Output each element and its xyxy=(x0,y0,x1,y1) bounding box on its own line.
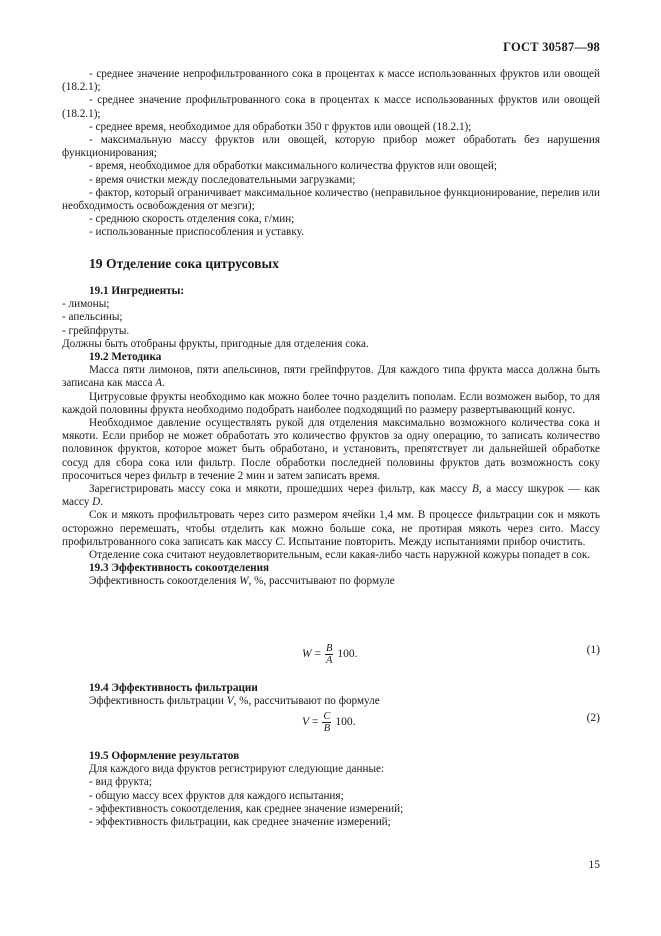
list-item: - эффективность фильтрации, как среднее значение измерений; xyxy=(89,816,391,829)
method-paragraph-1: Масса пяти лимонов, пяти апельсинов, пяти грейпфрутов. Для каждого типа фрукта масса должна быть записана как масса A. xyxy=(62,364,600,390)
filtration-efficiency-intro: Эффективность фильтрации V, %, рассчитывают по формуле xyxy=(89,695,380,708)
section-19-5 xyxy=(62,750,600,829)
list-item: - среднее значение профильтрованного сока в процентах к массе использованных фруктов или овощей (18.2.1); xyxy=(62,94,600,120)
fraction: $\frac{C}{B}$ xyxy=(323,710,331,734)
ingredients-note: Должны быть отобраны фрукты, пригодные для отделения сока. xyxy=(62,337,369,350)
list-item: - максимальную массу фруктов или овощей, которую прибор может обработать без нарушения функционирования; xyxy=(62,134,600,160)
section-19-1 xyxy=(62,285,600,589)
method-paragraph-5: Сок и мякоть профильтровать через сито размером ячейки 1,4 мм. В процессе фильтрации сок и мякоть осторожно перемешать, чтобы отделить как можно больше сока, не протирая мякоть через сито. Массу профильтрованного сока записать как массу C. Испытание повторить. Между испытаниями прибор очистить. xyxy=(62,509,600,548)
subsection-19-1-title: 19.1 Ингредиенты: xyxy=(89,285,185,297)
subsection-19-5-title: 19.5 Оформление результатов xyxy=(89,750,240,762)
list-item: - фактор, который ограничивает максимальное количество (неправильное функционирование, перелив или необходимость освобождения от мезги); xyxy=(62,186,600,213)
list-item: - вид фрукта; xyxy=(89,776,152,789)
list-item: - время очистки между последовательными загрузками; xyxy=(89,173,356,186)
list-item: - общую массу всех фруктов для каждого испытания; xyxy=(89,789,344,802)
results-intro: Для каждого вида фруктов регистрируют следующие данные: xyxy=(89,763,385,776)
section-19-title: 19 Отделение сока цитрусовых xyxy=(89,256,279,271)
formula-lhs: V xyxy=(302,716,310,728)
subsection-19-4-title: 19.4 Эффективность фильтрации xyxy=(89,682,258,694)
formula-2: V = $\frac{C}{B}$ 100. (2) xyxy=(302,710,600,734)
formula-1: W = $\frac{B}{A}$ 100. (1) xyxy=(302,642,600,666)
method-paragraph-6: Отделение сока считают неудовлетворительным, если какая-либо часть наружной кожуры попадет в сок. xyxy=(89,549,591,562)
document-header: ГОСТ 30587—98 xyxy=(503,40,600,54)
list-item: - использованные приспособления и уставку. xyxy=(89,226,304,239)
subsection-19-2-title: 19.2 Методика xyxy=(89,351,162,364)
subsection-19-3-title: 19.3 Эффективность сокоотделения xyxy=(89,562,270,575)
list-item: - среднее время, необходимое для обработки 350 г фруктов или овощей (18.2.1); xyxy=(89,120,472,133)
formula-lhs: W xyxy=(302,648,312,660)
list-item: - среднее значение непрофильтрованного сока в процентах к массе использованных фруктов или овощей (18.2.1); xyxy=(62,68,600,94)
juice-efficiency-intro: Эффективность сокоотделения W, %, рассчитывают по формуле xyxy=(89,575,395,588)
method-paragraph-2: Цитрусовые фрукты необходимо как можно более точно разделить пополам. Если возможен выбор, то для каждой половины фрукта необходимо подобрать наиболее подходящий по размеру развертывающий конус. xyxy=(62,390,600,416)
fraction: $\frac{B}{A}$ xyxy=(325,642,333,666)
method-paragraph-3: Необходимое давление осуществлять рукой для отделения максимально возможного количества сока и мякоти. Если прибор не может обработать это количество фруктов за одну операцию, то записать количество половинок фруктов, которое может быть обработано, и установить, препятствует ли дальнейшей обработке сосуд для сбора сока или фильтр. После обработки последней половины фруктов дать возможность соку просочиться через фильтр в течение 2 мин и затем записать время. xyxy=(62,417,600,482)
list-item: - время, необходимое для обработки максимального количества фруктов или овощей; xyxy=(89,160,498,173)
method-paragraph-4: Зарегистрировать массу сока и мякоти, прошедших через фильтр, как массу B, а массу шкурок — как массу D. xyxy=(62,483,600,509)
equation-number: (1) xyxy=(586,644,600,656)
intro-list xyxy=(62,68,600,240)
list-item: - эффективность сокоотделения, как среднее значение измерений; xyxy=(89,802,404,815)
list-item: - среднюю скорость отделения сока, г/мин; xyxy=(89,213,295,226)
list-item: - апельсины; xyxy=(62,311,123,324)
page-number: 15 xyxy=(588,859,600,871)
equation-number: (2) xyxy=(586,712,600,724)
list-item: - лимоны; xyxy=(62,298,110,311)
list-item: - грейпфруты. xyxy=(62,324,130,337)
